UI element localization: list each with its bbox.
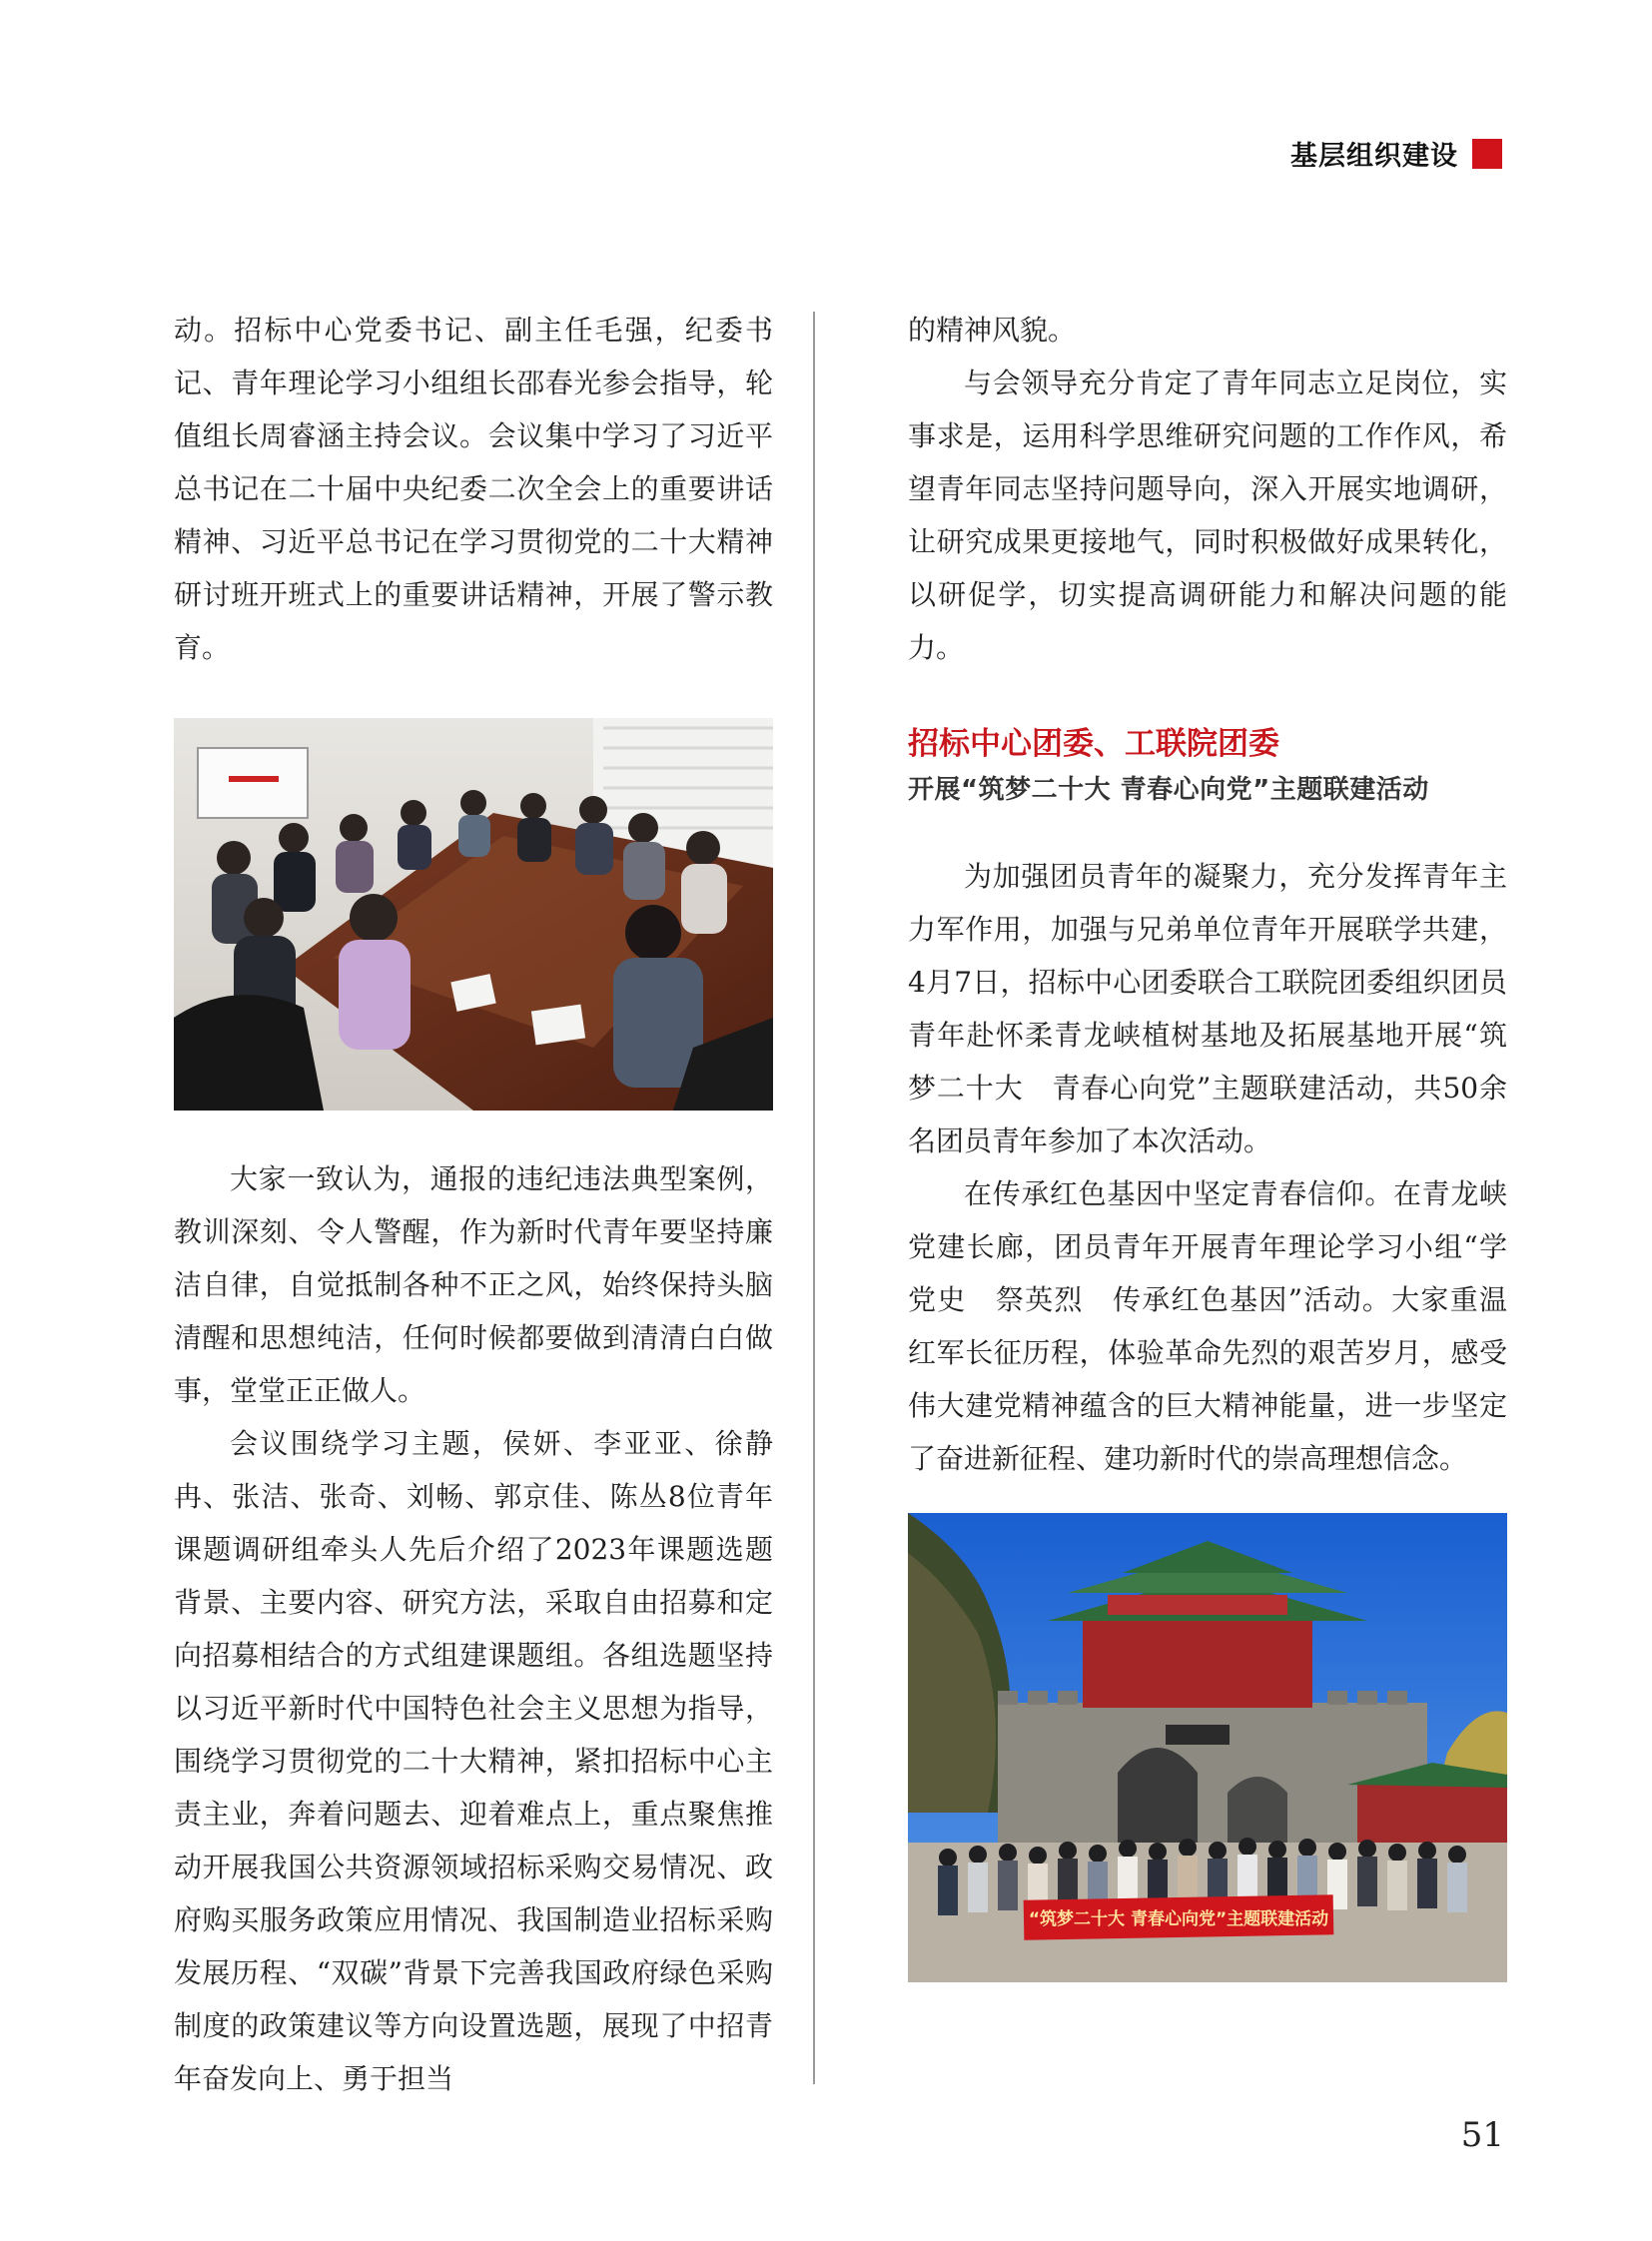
right-para-2: 与会领导充分肯定了青年同志立足岗位，实事求是，运用科学思维研究问题的工作作风，希望青年同志坚持问题导向，深入开展实地调研，让研究成果更接地气，同时积极做好成果转化，以研促学，切实提高调研能力和解决问题的能力。 (908, 367, 1507, 664)
group-photo (908, 1513, 1507, 1982)
right-para-3: 为加强团员青年的凝聚力，充分发挥青年主力军作用，加强与兄弟单位青年开展联学共建，4月7日，招标中心团委联合工联院团委组织团员青年赴怀柔青龙峡植树基地及拓展基地开展“筑梦二十大 青春心向党”主题联建活动，共50余名团员青年参加了本次活动。 (908, 860, 1507, 1157)
right-para-4: 在传承红色基因中坚定青春信仰。在青龙峡党建长廊，团员青年开展青年理论学习小组“学党史 祭英烈 传承红色基因”活动。大家重温红军长征历程，体验革命先烈的艰苦岁月，感受伟大建党精神蕴含的巨大精神能量，进一步坚定了奋进新征程、建功新时代的崇高理想信念。 (908, 1177, 1507, 1475)
left-para-3: 会议围绕学习主题，侯妍、李亚亚、徐静冉、张洁、张奇、刘畅、郭京佳、陈丛8位青年课题调研组牵头人先后介绍了2023年课题选题背景、主要内容、研究方法，采取自由招募和定向招募相结合的方式组建课题组。各组选题坚持以习近平新时代中国特色社会主义思想为指导，围绕学习贯彻党的二十大精神，紧扣招标中心主责主业，奔着问题去、迎着难点上，重点聚焦推动开展我国公共资源领域招标采购交易情况、政府购买服务政策应用情况、我国制造业招标采购发展历程、“双碳”背景下完善我国政府绿色采购制度的政策建议等方向设置选题，展现了中招青年奋发向上、勇于担当 (174, 1427, 773, 2095)
column-divider (813, 312, 815, 2084)
right-para-1: 的精神风貌。 (908, 314, 1077, 347)
section-label: 基层组织建设 (1290, 141, 1458, 172)
article-title: 招标中心团委、工联院团委 (908, 726, 1279, 762)
article-subtitle: 开展“筑梦二十大 青春心向党”主题联建活动 (908, 775, 1429, 805)
page-number: 51 (1460, 2115, 1504, 2155)
meeting-photo (174, 718, 773, 1111)
left-column (174, 304, 773, 2105)
left-para-1: 动。招标中心党委书记、副主任毛强，纪委书记、青年理论学习小组组长邵春光参会指导，轮值组长周睿涵主持会议。会议集中学习了习近平总书记在二十届中央纪委二次全会上的重要讲话精神、习近平总书记在学习贯彻党的二十大精神研讨班开班式上的重要讲话精神，开展了警示教育。 (174, 314, 773, 664)
right-column (908, 304, 1507, 1982)
banner-text: “筑梦二十大 青春心向党”主题联建活动 (1028, 1909, 1329, 1929)
section-marker (1472, 139, 1502, 169)
page-header (1290, 134, 1502, 173)
left-para-2: 大家一致认为，通报的违纪违法典型案例，教训深刻、令人警醒，作为新时代青年要坚持廉洁自律，自觉抵制各种不正之风，始终保持头脑清醒和思想纯洁，任何时候都要做到清清白白做事，堂堂正正做人。 (174, 1162, 773, 1407)
